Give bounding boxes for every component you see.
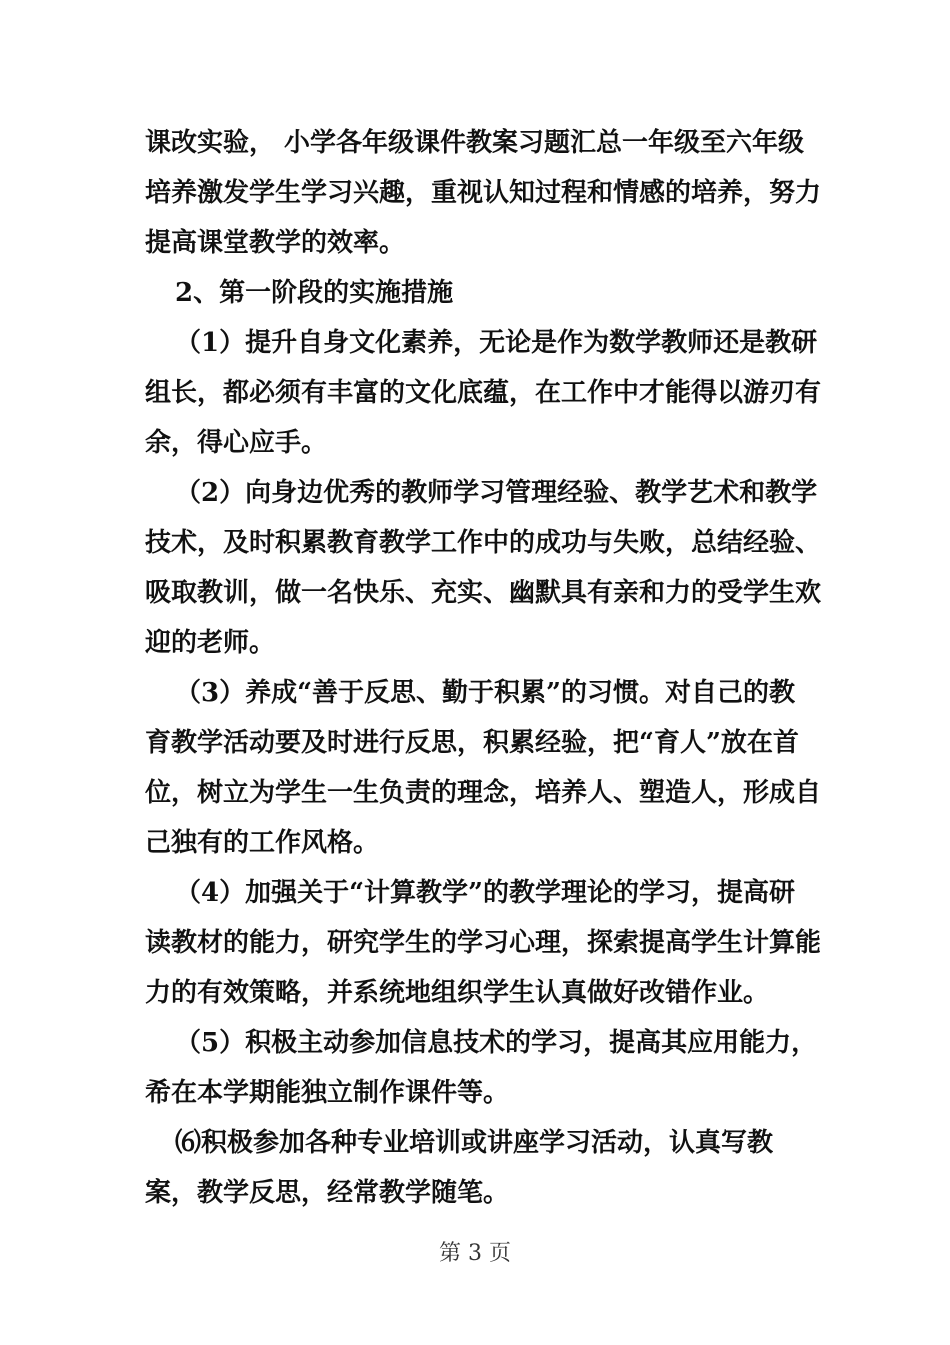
text-line: （3）养成“善于反思、勤于积累”的习惯。对自己的教 (175, 678, 796, 708)
text-line: 迎的老师。 (145, 628, 276, 658)
text-line: （5）积极主动参加信息技术的学习，提高其应用能力， (175, 1028, 818, 1058)
text-line: 读教材的能力，研究学生的学习心理，探索提高学生计算能 (145, 928, 822, 958)
text-line: 技术，及时积累教育教学工作中的成功与失败，总结经验、 (145, 528, 822, 558)
text-line: （4）加强关于“计算教学”的教学理论的学习，提高研 (175, 878, 796, 908)
text-line: 课改实验， 小学各年级课件教案习题汇总一年级至六年级 (145, 128, 805, 158)
text-line: ⑹积极参加各种专业培训或讲座学习活动，认真写教 (175, 1128, 774, 1158)
text-line: 希在本学期能独立制作课件等。 (145, 1078, 510, 1108)
text-line: 育教学活动要及时进行反思，积累经验，把“育人”放在首 (145, 728, 799, 758)
text-line: 余，得心应手。 (145, 428, 328, 458)
text-line: 提高课堂教学的效率。 (145, 228, 406, 258)
section-heading: 2、第一阶段的实施措施 (175, 278, 454, 308)
text-line: 培养激发学生学习兴趣，重视认知过程和情感的培养，努力 (145, 178, 822, 208)
text-line: 吸取教训，做一名快乐、充实、幽默具有亲和力的受学生欢 (145, 578, 822, 608)
text-line: （2）向身边优秀的教师学习管理经验、教学艺术和教学 (175, 478, 818, 508)
text-line: 案，教学反思，经常教学随笔。 (145, 1178, 510, 1208)
text-line: （1）提升自身文化素养，无论是作为数学教师还是教研 (175, 328, 818, 358)
text-line: 己独有的工作风格。 (145, 828, 380, 858)
text-line: 力的有效策略，并系统地组织学生认真做好改错作业。 (145, 978, 770, 1008)
text-line: 组长，都必须有丰富的文化底蕴，在工作中才能得以游刃有 (145, 378, 822, 408)
text-line: 位，树立为学生一生负责的理念，培养人、塑造人，形成自 (145, 778, 822, 808)
page-number: 第 3 页 (439, 1241, 511, 1266)
body-text (145, 118, 822, 1218)
